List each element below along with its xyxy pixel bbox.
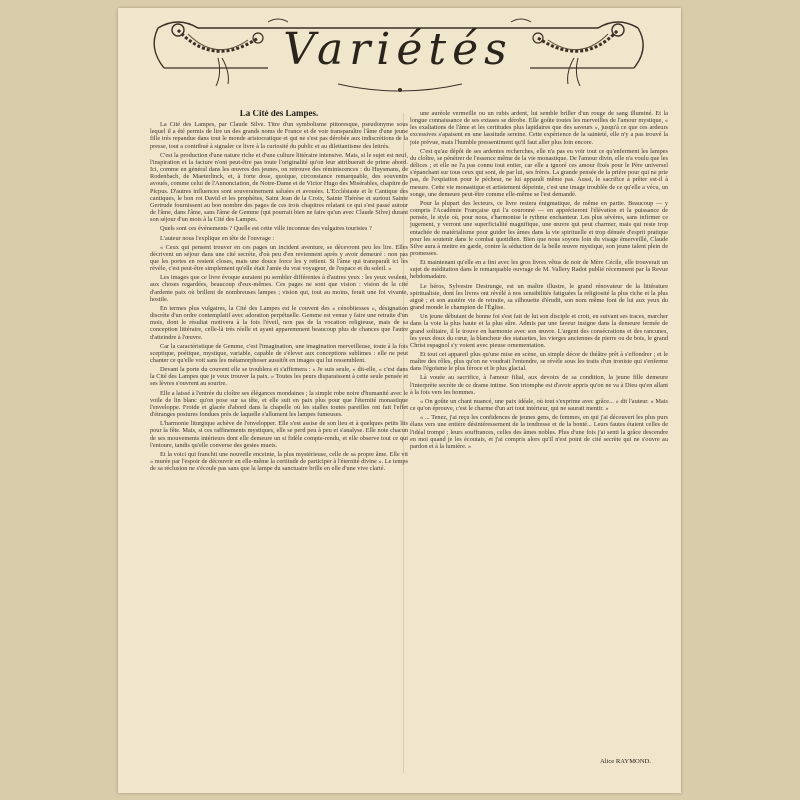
paragraph: La Cité des Lampes, par Claude Silve. Titre d'un symbolisme pittoresque, pseudonyme sous lequel il a été permis de lire un des grands noms de France et de voir transparaître l'âme d'une jeune fille très repandue dans tout le monde aristocratique et qui ne s'est pas dérobée aux indiscrétions de la presse, tout a contribué à signaler ce livre à la curiosité du public et au dilettantisme des lettrés. [150, 121, 408, 150]
newspaper-page [118, 8, 681, 793]
paragraph: Elle a laissé à l'entrée du cloître ses élégances mondaines ; la simple robe noire d'humanité avec le voile de lin blanc qu'on pose sur sa tête, et elle suit en paix plus pour que l'éternité monastique l'enveloppe. Froide et glacée d'abord dans la chapelle où les stalles toutes pareilles ont fait l'effet d'étranges postures fondues près de laquelle s'allument les lampes fumeuses. [150, 389, 408, 419]
paragraph: Pour la plupart des lecteurs, ce livre restera énigmatique, de même en partie. Beaucoup — y compris l'Académie Française qui l'a couronné — en apprécieront l'élévation et la puissance de pensée, le style où, pour nous, s'harmonise le rythme enchanteur. Les plus sévères, sans infirmer ce jugement, y verront une superficialité magnifique, une œuvre qui peut charmer, mais qui reste trop entachée de matérialisme pour guider les âmes dans la vie spirituelle et trop dénuée d'esprit pratique pour les soutenir dans le combat quotidien. Bien que nous soyons loin du visage émerveillé, Claude Silve aura à mettre en garde, contre la séduction de la belle œuvre mystique, son jeune talent plein de promesses. [410, 199, 668, 257]
paragraph: C'est la production d'une nature riche et d'une culture littéraire intensive. Mais, si le sujet est neuf, l'inspiration et la facture n'ont peut-être pas toute l'originalité qu'on leur attribuerait de prime abord. Ici, comme en général dans les œuvres des jeunes, on retrouve des réminiscences : du Huysmans, de Rodenbach, de Maeterlinck, et, à forte dose, quoique, circonstance remarquable, des souvenirs avoués, comme celui de l'Annonciation, de Notre-Dame et de Victor Hugo des Misérables, chapitre de Picpus. D'autres influences sont souverainement saluées et avouées. L'Ecclésiaste et le Cantique des cantiques, le bon roi David et les prophètes, Saint Jean de la Croix, Sainte Thérèse et surtout Sainte Gertrude fournissent au bon nombre des pages de ces trois chapitres relatant ce qui s'est passé autour de l'âme, dans l'âme, sans l'âme de Gemme (qui pourrait bien ne faire qu'un avec Claude Silve) durant son séjour d'un mois à la Cité des Lampes. [150, 151, 408, 224]
ornamental-header [118, 8, 681, 98]
paragraph: Le héros, Sylvestre Destrunge, est un maître illustre, le grand rénovateur de la littérature spiritualiste, dont les livres ont révélé à nos sensibilités fatiguées la religiosité la plus riche et la plus aiguë ; et son austère vie de retraite, sa silhouette d'érudit, son nom même font de lui aux yeux du grand monde le champion de l'Église. [410, 282, 668, 312]
right-column [410, 110, 668, 770]
author-signature: Alice RAYMOND. [599, 758, 651, 765]
paragraph: L'harmonie liturgique achève de l'envelopper. Elle s'est assise de son lieu et à quelques petits lits pour la fête. Mais, si ces raffinements mystiques, elle se perd peu à peu et s'analyse. Elle note chacun de ses mouvements intérieurs dont elle demeure un si fidèle compte-rendu, et elle observe tout ce qui l'entoure, tandis qu'elle converse des gestes muets. [150, 420, 408, 449]
paragraph: « On goûte un chant nuancé, une paix idéale, où tout s'exprime avec grâce... » dit l'auteur. « Mais ce qu'on éprouve, c'est le charme d'un art tout intérieur, qui ne saurait mentir. » [410, 397, 668, 413]
article-title: La Cité des Lampes. [239, 110, 319, 118]
paragraph: Et maintenant qu'elle en a fini avec les gros livres vêtus de noir de Mère Cécile, elle trouverait un sujet de méditation dans le remarquable ouvrage de M. Vallery Radot publié récemment par la Revue hebdomadaire. [410, 259, 668, 281]
paragraph: Les images que ce livre évoque auraient pu sembler différentes à d'autres yeux : les yeux veulent, aux choses regardées, beaucoup d'eux-mêmes. Ces pages ne sont que vision : vision de la cité d'ardente paix où brillent de nombreuses lampes ; vision qui, tout au moins, ferait une foi vivante, hostile. [150, 274, 408, 303]
left-column [150, 110, 408, 770]
paragraph: En termes plus vulgaires, la Cité des Lampes est le couvent des « cénobitesses », désignation discrète d'un ordre contemplatif avec adoration perpétuelle. Gemme est venue y faire une retraite d'un mois, dont le résultat motivera à la fois l'éveil, non pas de la vocation religieuse, mais de sa conception littéraire, celle-là très réelle et ayant apparemment beaucoup plus de chances que l'autre d'atteindre à l'œuvre. [150, 304, 408, 341]
paragraph: C'est qu'au dépôt de ses ardentes recherches, elle n'a pas eu voir tout ce qu'enferment les lampes du cloître, se pénétrer de l'essence même de la vie monastique. De l'amour divin, elle n'a voulu que les délices ; et elle ne l'a pas connu tout entier, car elle a ignoré ces amour fixés pour le Père universel s'épanchant sur tous ceux qui sont, de par lui, ses frères. La grande pensée de la prière pour qui ne prie pas, de l'expiation pour le pécheur, ne lui apparaît même pas. Aussi, le sacrifice à prêter est-il à mesure. Cette vie monastique et artistement dépeinte, c'est une image troublée de ce qu'elle a vécu, un songe, une demeure peut-être comme elle-même se l'est demandé. [410, 147, 668, 198]
section-title: Variétés [283, 24, 513, 75]
paragraph: « ... Tenez, j'ai reçu les confidences de jeunes gens, de femmes, en qui j'ai découvert les plus purs élans vers une entière désintéressement de la tendresse et de la bonté... Leurs fautes étaient celles de l'idéal trompé ; leurs souffrances, celles des âmes nobles. Plus d'une fois j'ai senti la grâce descendre en moi quand je les écoutais, et j'ai compris alors qu'il n'est point de cité secrète qui ne s'ouvre au pardon et à la lumière. » [410, 414, 668, 450]
paragraph: Un jeune débutant de bonne foi s'est fait de lui son disciple et croit, en suivant ses traces, marcher dans la voie la plus haute et la plus sûre. Admis par une faveur insigne dans la demeure fermée de grand solitaire, il le trouve en harmonie avec son œuvre. L'argent des consécrations et des rancunes, les yeux doux du cœur, la blancheur des statuettes, les vierges anciennes de pierre ou de bois, le grand Christ espagnol s'y voient avec pieuse ornementation. [410, 313, 668, 349]
paragraph: Là vouée au sacrifice, à l'amour filial, aux devoirs de sa condition, la jeune fille demeure l'interprète secrète de ce drame intime. Son triomphe est d'avoir appris qu'on ne va à Dieu qu'en allant à la fois vers les hommes. [410, 374, 668, 396]
paragraph: Quels sont ces événements ? Quelle est cette ville inconnue des vulgaires touristes ? [160, 225, 372, 233]
paragraph: Car la caractéristique de Gemme, c'est l'imagination, une imagination merveilleuse, toute à la fois sceptique, poétique, mystique, variable, capable de s'élever aux conceptions sublimes : elle ne peut chanter ce qu'elle voit sans les métamorphoser aussitôt en images qui lui ressemblent. [150, 342, 408, 364]
paragraph: « Ceux qui pensent trouver en ces pages un incident aventure, se décevront peu les lire. Elles décrivent un séjour dans une cité secrète, d'où peu d'en reviennent après y avoir demeuré : non pas que les portes en restent closes, mais une douce force les y retient. Si l'âme qui transparaît ici les révèle, c'est peut-être simplement qu'elle était l'amie du vrai voyageur, de l'espace et du soleil. » [150, 243, 408, 273]
paragraph: Devant la porte du couvent elle se troublera et s'affirmera : « Je suis seule, » dit-elle, « c'est dans la Cité des Lampes que je veux trouver la paix. » Toutes les peurs disparaissent à cette seule pensée et ses lèvres s'ouvrent au sourire. [150, 366, 408, 388]
paragraph: Et la voici qui franchit une nouvelle enceinte, la plus mystérieuse, celle de sa propre âme. Elle vit « murée par l'espoir de découvrir en elle-même la certitude de participer à l'éternité divine ». Le temps de sa réclusion ne s'écoule pas sans que la lampe du sanctuaire brille en elle d'une vive clarté. [150, 450, 408, 473]
paragraph: Et tout cet appareil plus qu'une mise en scène, un simple décor de théâtre prêt à s'effondrer ; et le maître des rôles, plus qu'on ne voudrait l'entendre, se révèle sous les traits d'un ironiste qui s'enferme dans l'égoïsme le plus féroce et le plus glacial. [410, 351, 668, 373]
paragraph: une auréole vermeille ou un rubis ardent, lui semble briller d'un rouge de sang illuminé. Et la longue connaissance de ses extases se dérobe. Elle goûte toutes les merveilles de l'amour mystique, « les exaltations de l'âme et les certitudes plus lapidaires que des saveurs », jusqu'à ce que ces ardeurs excessives s'apaisent en une lassitude sereine. Cette expérience de la sainteté, elle n'y a pas trouvé la joie prévue, mais l'humble pressentiment qu'il faut aller plus loin encore. [410, 110, 668, 146]
paragraph: L'auteur nous l'explique en tête de l'ouvrage : [160, 234, 275, 242]
